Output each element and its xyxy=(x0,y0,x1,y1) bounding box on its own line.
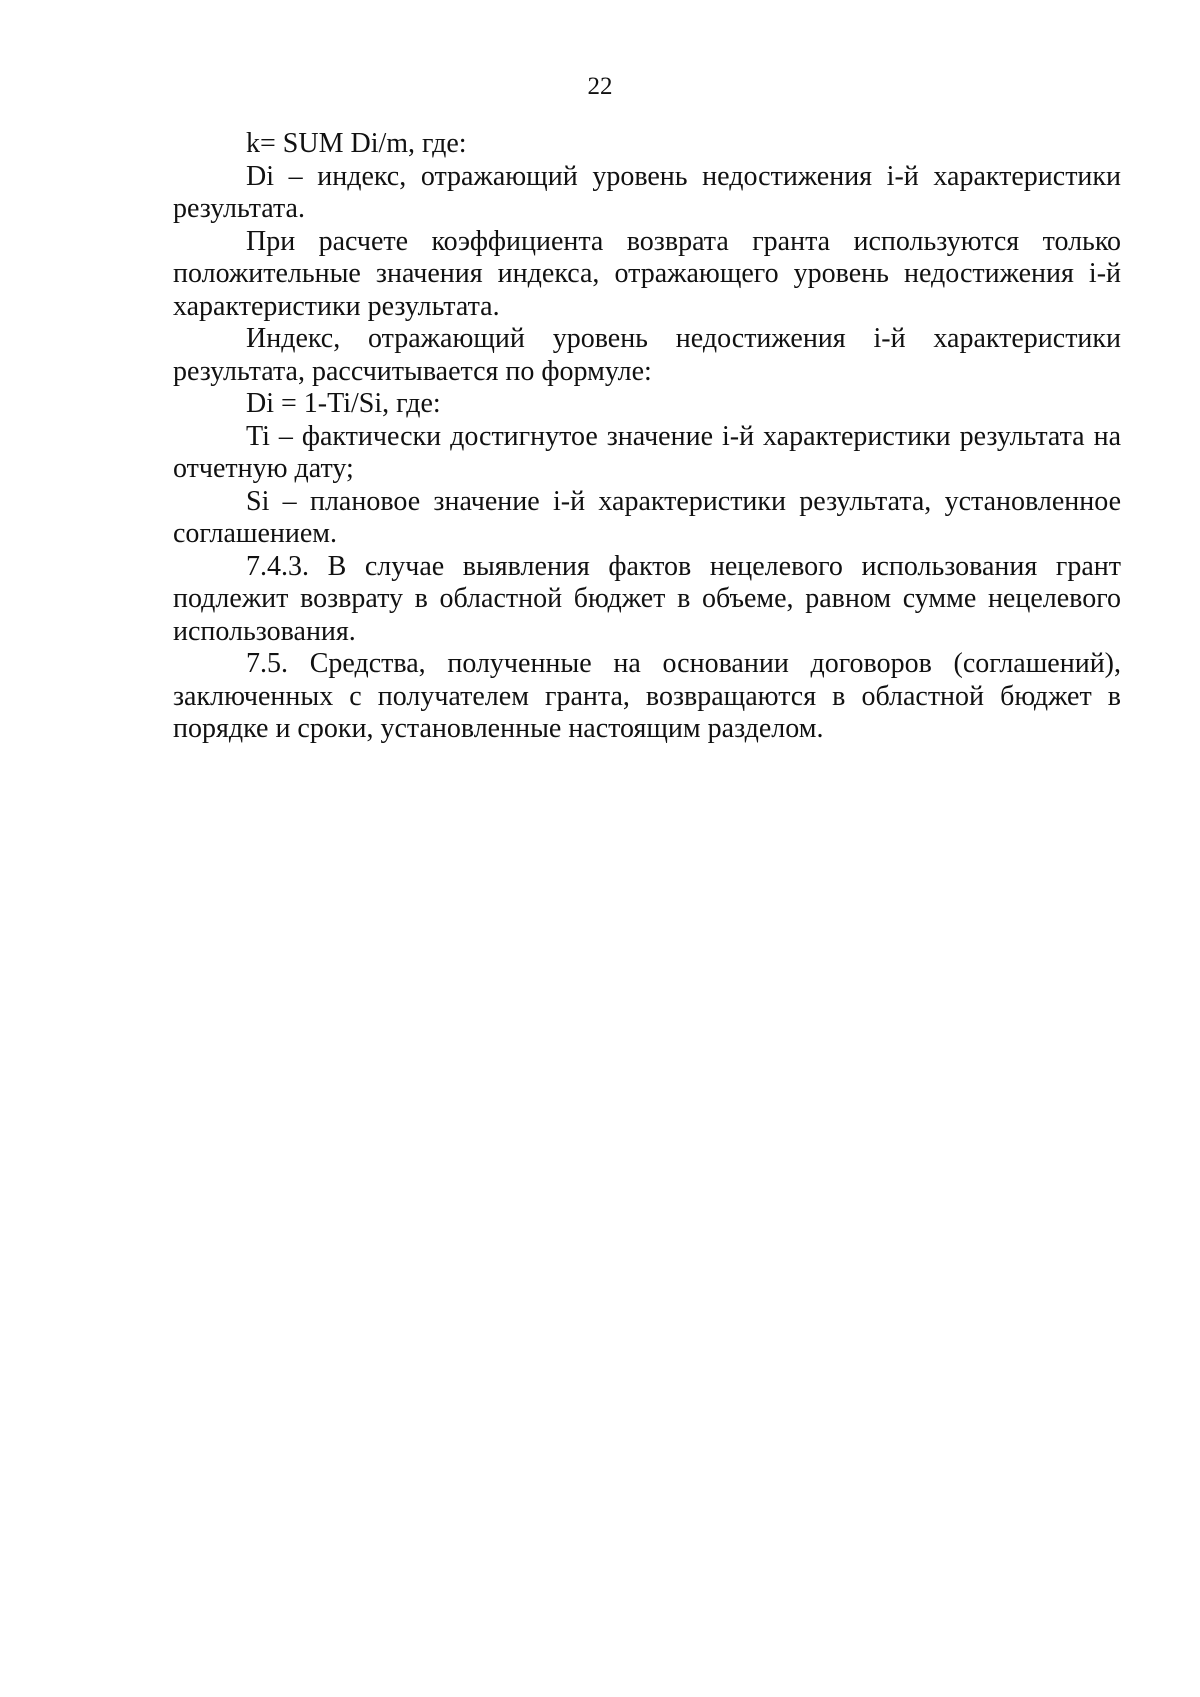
definition-si-paragraph: Si – плановое значение i-й характеристики результата, установленное соглашением. xyxy=(173,485,1121,549)
coefficient-note-paragraph: При расчете коэффициента возврата гранта используются только положительные значения индекса, отражающего уровень недостижения i-й характеристики результата. xyxy=(173,225,1121,322)
formula-k-paragraph: k= SUM Di/m, где: xyxy=(246,128,467,159)
document-body xyxy=(173,128,1121,746)
definition-di-paragraph: Di – индекс, отражающий уровень недостижения i-й характеристики результата. xyxy=(173,160,1121,224)
index-calculation-paragraph: Индекс, отражающий уровень недостижения i-й характеристики результата, рассчитывается по формуле: xyxy=(173,323,1121,387)
page-number: 22 xyxy=(587,73,613,100)
clause-7-5-paragraph: 7.5. Средства, полученные на основании договоров (соглашений), заключенных с получателем гранта, возвращаются в областной бюджет в порядке и сроки, установленные настоящим разделом. xyxy=(173,648,1121,744)
clause-7-4-3-paragraph: 7.4.3. В случае выявления фактов нецелевого использования грант подлежит возврату в областной бюджет в объеме, равном сумме нецелевого использования. xyxy=(173,550,1121,647)
definition-ti-paragraph: Ti – фактически достигнутое значение i-й характеристики результата на отчетную дату; xyxy=(173,420,1121,484)
formula-di-paragraph: Di = 1-Ti/Si, где: xyxy=(246,388,441,419)
